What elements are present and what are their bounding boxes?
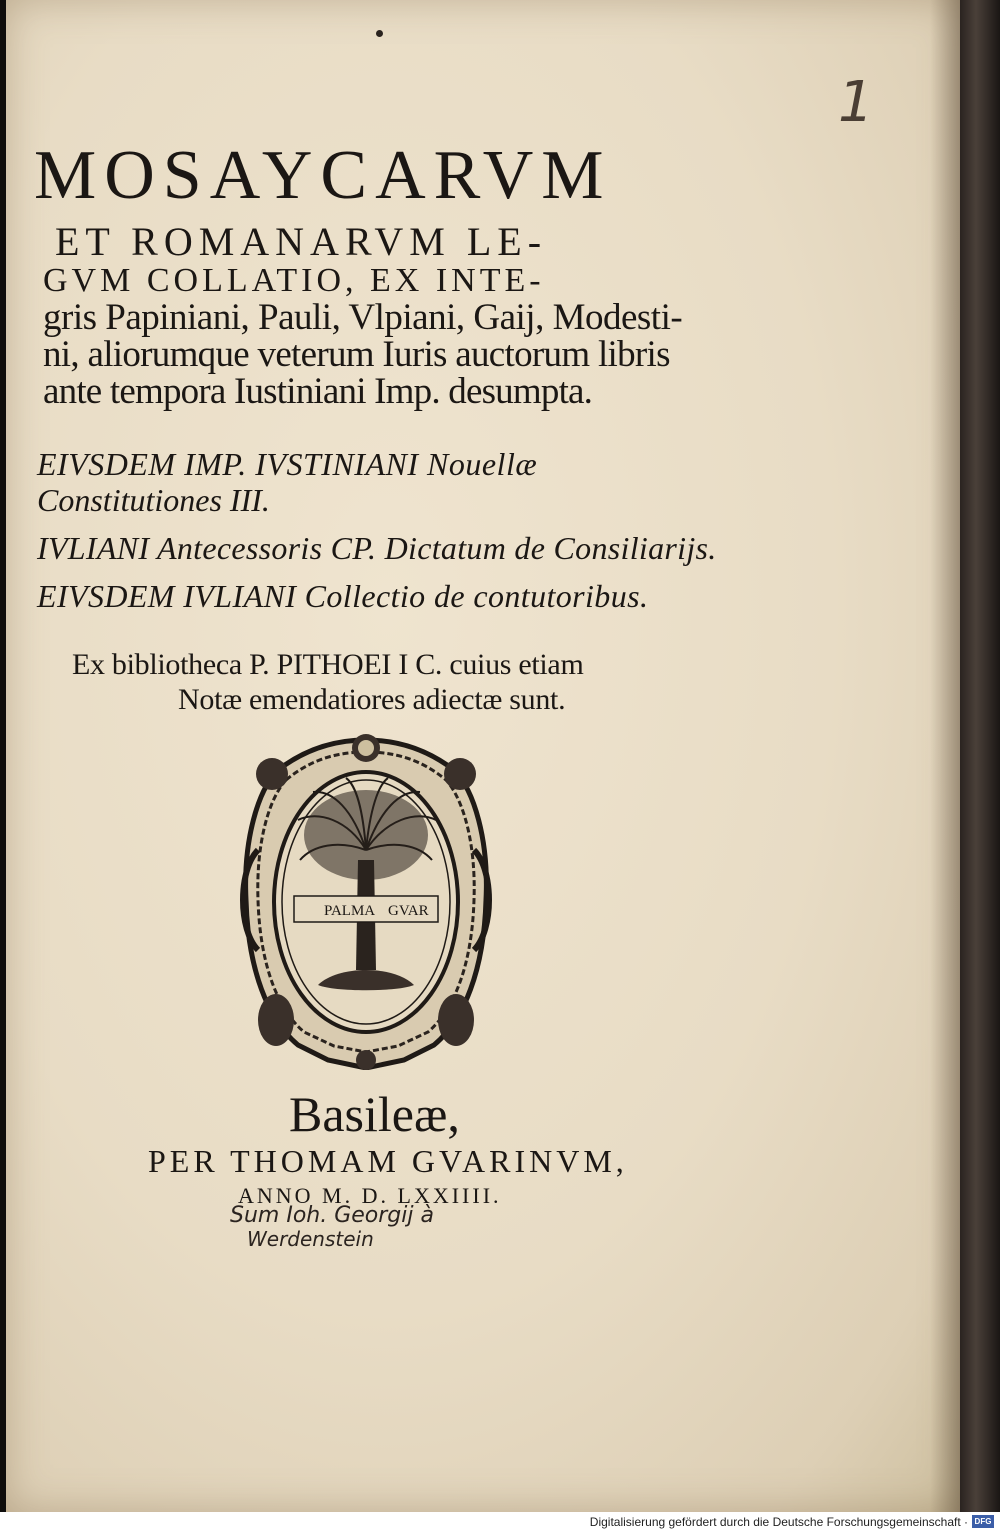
- contents-line-2: Constitutiones III.: [37, 482, 270, 518]
- page-gutter-shadow: [930, 0, 960, 1512]
- title-line-3: GVM COLLATIO, EX INTE-: [43, 262, 545, 299]
- book-edge: [960, 0, 1000, 1512]
- folio-number: 1: [838, 70, 874, 135]
- ownership-inscription-line-1: Sum Ioh. Georgij à: [230, 1203, 434, 1228]
- source-line-1: Ex bibliotheca P. PITHOEI I C. cuius etiam: [72, 648, 584, 681]
- imprint-year: ANNO M. D. LXXIIII.: [238, 1183, 502, 1208]
- emblem-motto-right: GVAR: [388, 903, 429, 919]
- title-line-1: MOSAYCARVM: [34, 137, 612, 214]
- printer-ornament-dot: [376, 30, 383, 37]
- ownership-inscription-line-2: Werdenstein: [247, 1227, 374, 1251]
- title-line-4: gris Papiniani, Pauli, Vlpiani, Gaij, Modesti-: [43, 297, 683, 338]
- emblem-motto-left: PALMA: [324, 903, 376, 919]
- dfg-logo-icon: DFG: [972, 1515, 994, 1528]
- bleed-through-text: [690, 382, 698, 416]
- title-line-6: ante tempora Iustiniani Imp. desumpta.: [43, 371, 593, 412]
- title-line-5: ni, aliorumque veterum Iuris auctorum libris: [43, 334, 670, 375]
- contents-line-4: EIVSDEM IVLIANI Collectio de contutoribus.: [37, 578, 649, 614]
- imprint-place: Basileæ,: [289, 1086, 460, 1142]
- source-line-2: Notæ emendatiores adiectæ sunt.: [178, 683, 566, 716]
- contents-line-3: IVLIANI Antecessoris CP. Dictatum de Consiliarijs.: [37, 530, 717, 566]
- title-line-2: ET ROMANARVM LE-: [55, 219, 548, 264]
- imprint-printer: PER THOMAM GVARINVM,: [148, 1143, 628, 1179]
- footer-credit: Digitalisierung gefördert durch die Deutsche Forschungsgemeinschaft ·: [589, 1515, 968, 1529]
- printer-device-palm-emblem: [238, 730, 494, 1070]
- contents-line-1: EIVSDEM IMP. IVSTINIANI Nouellæ: [37, 446, 538, 482]
